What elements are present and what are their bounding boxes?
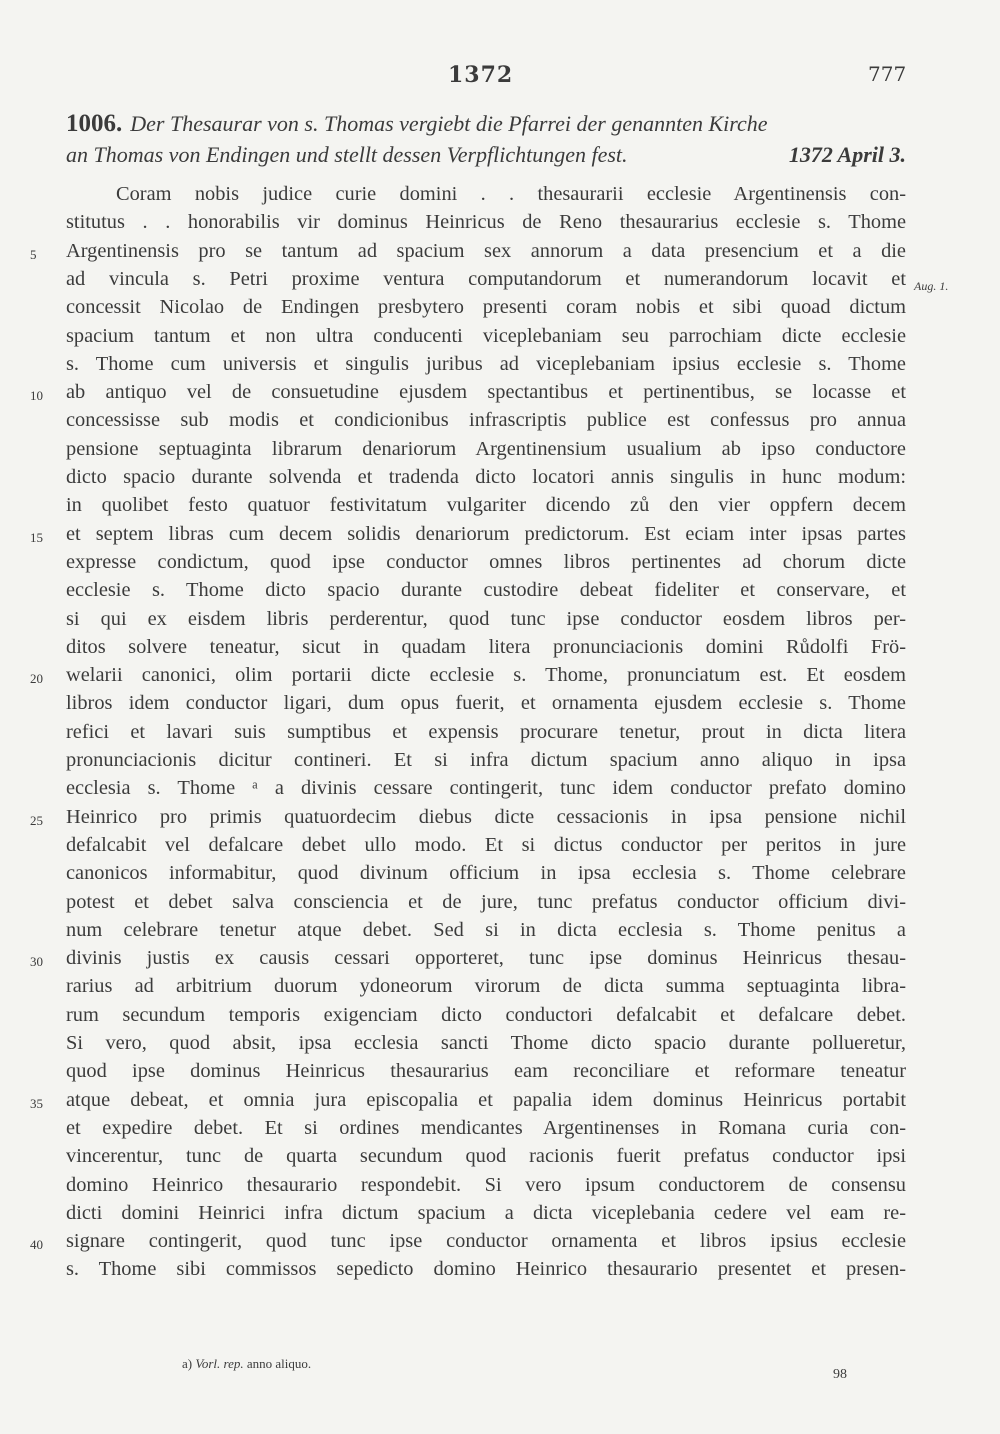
entry-title-text-1: Der Thesaurar von s. Thomas vergiebt die Pfarrei der genannten Kirche bbox=[130, 111, 768, 136]
line-number: 10 bbox=[30, 388, 43, 404]
body-line: Heinrico pro primis quatuordecim diebus dicte cessacionis in ipsa pensione nichil bbox=[66, 805, 906, 828]
footnote-source: Vorl. rep. bbox=[195, 1356, 244, 1371]
body-line: Argentinensis pro se tantum ad spacium sex annorum a data presencium et a die bbox=[66, 239, 906, 262]
body-line: defalcabit vel defalcare debet ullo modo. Et si dictus conductor per peritos in jure bbox=[66, 833, 906, 856]
body-line: et septem libras cum decem solidis denariorum predictorum. Est eciam inter ipsas partes bbox=[66, 522, 906, 545]
line-number: 15 bbox=[30, 529, 43, 545]
body-line: atque debeat, et omnia jura episcopalia et papalia idem dominus Heinricus portabit bbox=[66, 1088, 906, 1111]
line-number: 40 bbox=[30, 1237, 43, 1253]
footnote bbox=[182, 1356, 311, 1372]
entry-date: 1372 April 3. bbox=[788, 142, 906, 167]
line-number: 35 bbox=[30, 1095, 43, 1111]
entry-title-text-2: an Thomas von Endingen und stellt dessen Verpflichtungen fest. bbox=[66, 142, 628, 167]
line-number: 30 bbox=[30, 954, 43, 970]
body-line: domino Heinrico thesaurario respondebit. Si vero ipsum conductorem de consensu bbox=[66, 1173, 906, 1196]
line-number: 5 bbox=[30, 246, 37, 262]
entry-number: 1006. bbox=[66, 110, 123, 137]
body-line: ecclesia s. Thome ᵃ a divinis cessare contingerit, tunc idem conductor prefato domino bbox=[66, 777, 906, 800]
body-line: rarius ad arbitrium duorum ydoneorum virorum de dicta summa septuaginta libra- bbox=[66, 975, 906, 998]
body-line: refici et lavari suis sumptibus et expensis procurare tenetur, prout in dicta litera bbox=[66, 720, 906, 743]
body-line: s. Thome sibi commissos sepedicto domino Heinrico thesaurario presentet et presen- bbox=[66, 1258, 906, 1281]
page-year: 1372 bbox=[448, 62, 514, 88]
body-line: pronunciacionis dicitur contineri. Et si infra dictum spacium anno aliquo in ipsa bbox=[66, 749, 906, 771]
page-number: 777 bbox=[868, 62, 907, 86]
body-line: concessit Nicolao de Endingen presbytero presenti coram nobis et sibi quoad dictum bbox=[66, 296, 906, 319]
body-line: si qui ex eisdem libris perderentur, quod tunc ipse conductor eosdem libros per- bbox=[66, 607, 906, 630]
body-line: libros idem conductor ligari, dum opus fuerit, et ornamenta ejusdem ecclesie s. Thome bbox=[66, 692, 906, 715]
line-number: 25 bbox=[30, 812, 43, 828]
body-line: spacium tantum et non ultra conducenti viceplebaniam seu parrochiam dicte ecclesie bbox=[66, 324, 906, 347]
body-line: vincerentur, tunc de quarta secundum quod racionis fuerit prefatus conductor ipsi bbox=[66, 1145, 906, 1168]
body-line: num celebrare tenetur atque debet. Sed si in dicta ecclesia s. Thome penitus a bbox=[66, 918, 906, 941]
margin-note: Aug. 1. bbox=[914, 279, 949, 293]
body-line: ad vincula s. Petri proxime ventura computandorum et numerandorum locavit et bbox=[66, 267, 906, 290]
body-line: in quolibet festo quatuor festivitatum vulgariter dicendo zů den vier oppfern decem bbox=[66, 494, 906, 517]
body-line: pensione septuaginta librarum denariorum Argentinensium usualium ab ipso conductore bbox=[66, 437, 906, 460]
body-line: et expedire debet. Et si ordines mendicantes Argentinenses in Romana curia con- bbox=[66, 1116, 906, 1139]
body-line: expresse condictum, quod ipse conductor omnes libros pertinentes ad chorum dicte bbox=[66, 550, 906, 573]
body-line: Coram nobis judice curie domini . . thesaurarii ecclesie Argentinensis con- bbox=[116, 183, 906, 205]
body-line: quod ipse dominus Heinricus thesaurarius eam reconciliare et reformare teneatur bbox=[66, 1060, 906, 1083]
body-line: ditos solvere teneatur, sicut in quadam litera pronunciacionis domini Růdolfi Frö- bbox=[66, 635, 906, 658]
entry-title-line-1 bbox=[66, 110, 906, 138]
body-line: Si vero, quod absit, ipsa ecclesia sancti Thome dicto spacio durante pollueretur, bbox=[66, 1032, 906, 1054]
body-line: ecclesie s. Thome dicto spacio durante custodire debeat fideliter et conservare, et bbox=[66, 579, 906, 602]
body-line: rum secundum temporis exigenciam dicto conductori defalcabit et defalcare debet. bbox=[66, 1003, 906, 1026]
body-line: potest et debet salva consciencia et de jure, tunc prefatus conductor officium divi- bbox=[66, 890, 906, 913]
body-line: dicti domini Heinrici infra dictum spacium a dicta viceplebania cedere vel eam re- bbox=[66, 1201, 906, 1224]
footnote-text: anno aliquo. bbox=[246, 1356, 312, 1371]
body-line: stitutus . . honorabilis vir dominus Heinricus de Reno thesaurarius ecclesie s. Thome bbox=[66, 211, 906, 234]
entry-title-line-2 bbox=[66, 142, 906, 168]
body-line: dicto spacio durante solvenda et tradenda dicto locatori annis singulis in hunc modum: bbox=[66, 466, 906, 488]
body-line: s. Thome cum universis et singulis juribus ad viceplebaniam ipsius ecclesie s. Thome bbox=[66, 352, 906, 375]
body-line: ab antiquo vel de consuetudine ejusdem spectantibus et pertinentibus, se locasse et bbox=[66, 381, 906, 404]
body-line: signare contingerit, quod tunc ipse conductor ornamenta et libros ipsius ecclesie bbox=[66, 1230, 906, 1253]
body-line: welarii canonici, olim portarii dicte ecclesie s. Thome, pronunciatum est. Et eosdem bbox=[66, 664, 906, 687]
body-line: divinis justis ex causis cessari opporteret, tunc ipse dominus Heinricus thesau- bbox=[66, 947, 906, 970]
footnote-marker: a) bbox=[182, 1356, 193, 1371]
body-line: concessisse sub modis et condicionibus infrascriptis publice est confessus pro annua bbox=[66, 409, 906, 432]
body-line: canonicos informabitur, quod divinum officium in ipsa ecclesia s. Thome celebrare bbox=[66, 862, 906, 885]
line-number: 20 bbox=[30, 671, 43, 687]
signature-mark: 98 bbox=[833, 1367, 847, 1382]
